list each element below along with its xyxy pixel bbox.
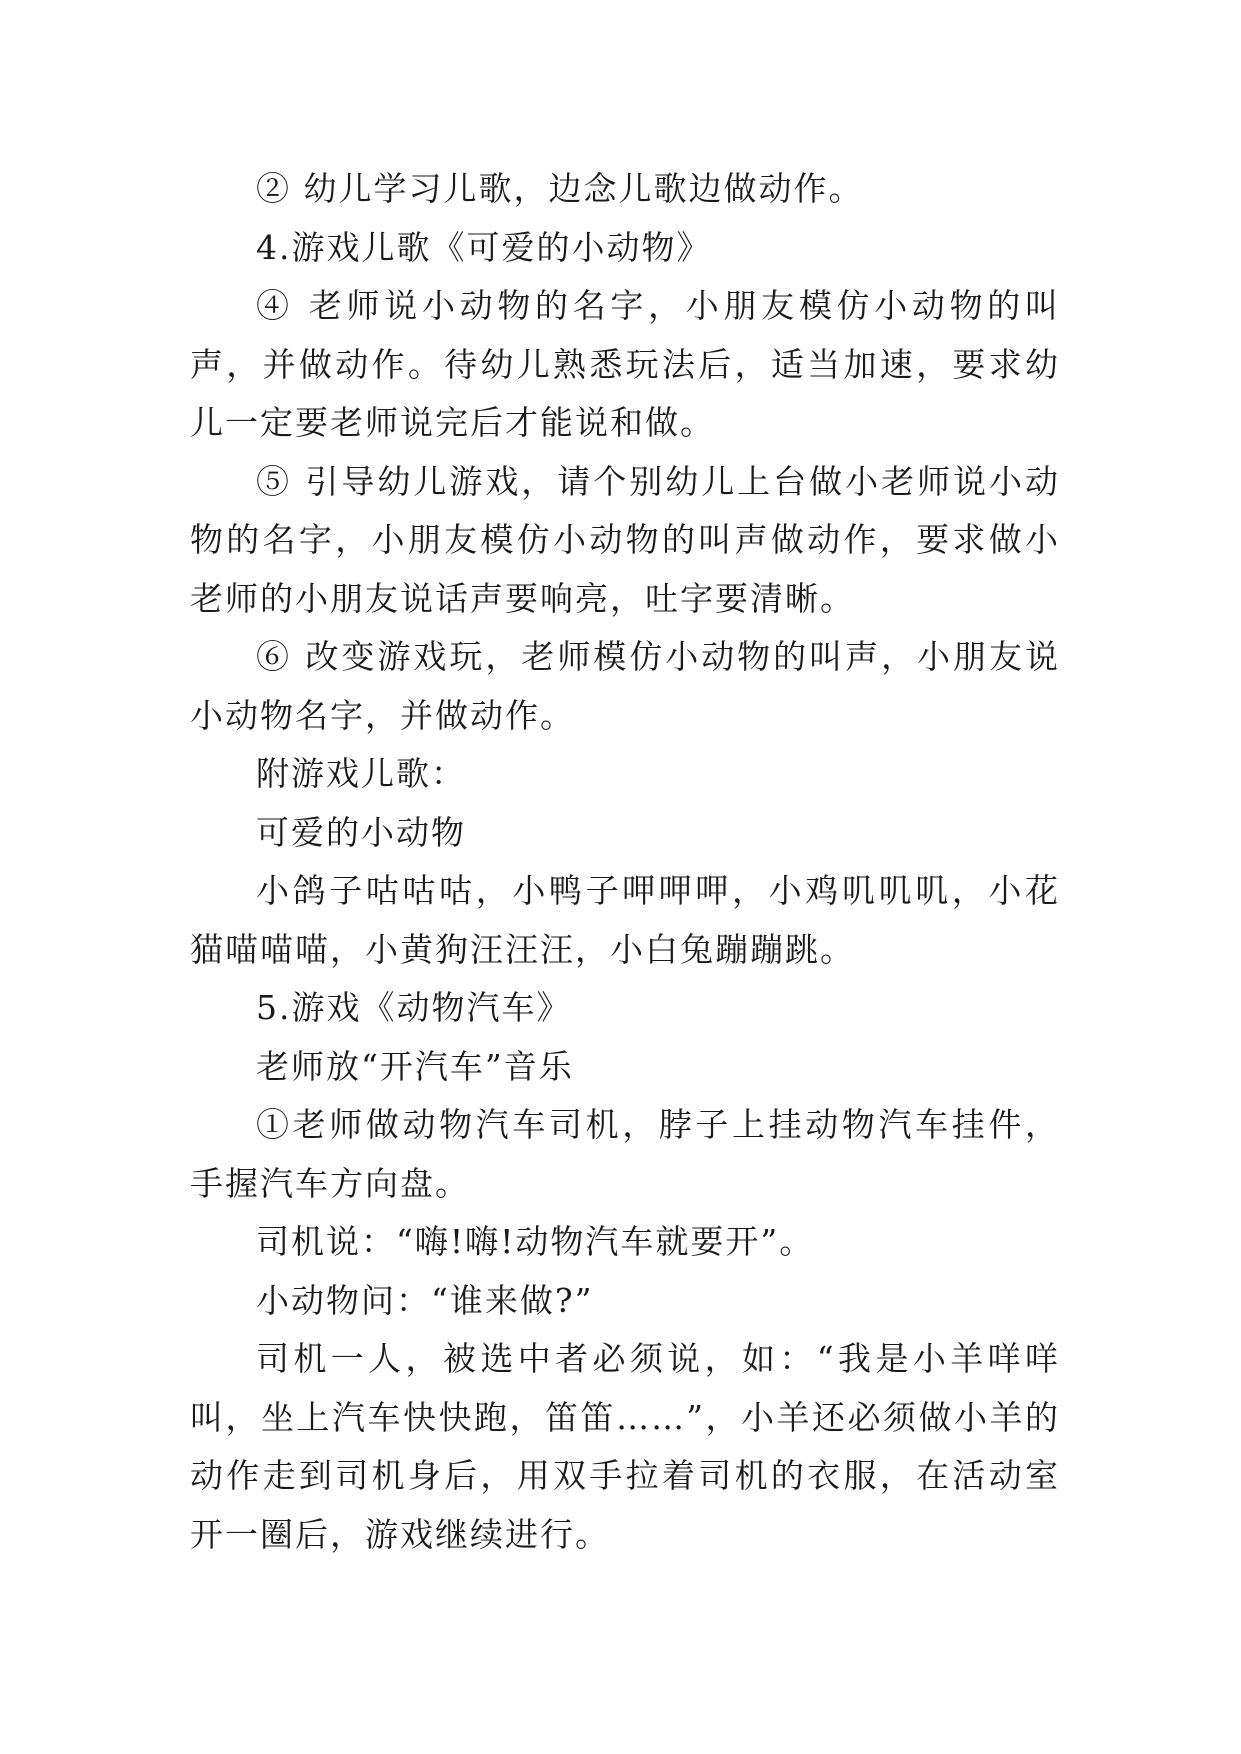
- paragraph-step-4: ④ 老师说小动物的名字，小朋友模仿小动物的叫声，并做动作。待幼儿熟悉玩法后，适当加速，要求幼儿一定要老师说完后才能说和做。: [190, 286, 1060, 442]
- paragraph-driver-says: 司机说：“嗨!嗨!动物汽车就要开”。: [256, 1222, 815, 1261]
- paragraph-music: 老师放“开汽车”音乐: [256, 1046, 574, 1086]
- paragraph-animal-asks: 小动物问：“谁来做?”: [256, 1280, 594, 1320]
- paragraph-step-5: ⑤ 引导幼儿游戏，请个别幼儿上台做小老师说小动物的名字，小朋友模仿小动物的叫声做动作，要求做小老师的小朋友说话声要响亮，吐字要清晰。: [190, 461, 1060, 618]
- rhyme-title: 可爱的小动物: [256, 812, 466, 852]
- document-body: [190, 160, 1060, 1564]
- paragraph-learn-rhyme: ② 幼儿学习儿歌，边念儿歌边做动作。: [256, 169, 864, 208]
- rhyme-text: 小鸽子咕咕咕，小鸭子呷呷呷，小鸡叽叽叽，小花猫喵喵喵，小黄狗汪汪汪，小白兔蹦蹦跳。: [190, 871, 1060, 969]
- section-heading-animal-car: 5.游戏《动物汽车》: [256, 988, 572, 1027]
- paragraph-driver: ①老师做动物汽车司机，脖子上挂动物汽车挂件，手握汽车方向盘。: [190, 1105, 1060, 1203]
- paragraph-step-6: ⑥ 改变游戏玩，老师模仿小动物的叫声，小朋友说小动物名字，并做动作。: [190, 637, 1060, 735]
- appendix-label: 附游戏儿歌：: [256, 754, 466, 793]
- paragraph-game-rules: 司机一人，被选中者必须说，如：“我是小羊咩咩叫，坐上汽车快快跑，笛笛……”，小羊还必须做小羊的动作走到司机身后，用双手拉着司机的衣服，在活动室开一圈后，游戏继续进行。: [190, 1339, 1060, 1554]
- section-heading-rhyme-game: 4.游戏儿歌《可爱的小动物》: [256, 227, 712, 267]
